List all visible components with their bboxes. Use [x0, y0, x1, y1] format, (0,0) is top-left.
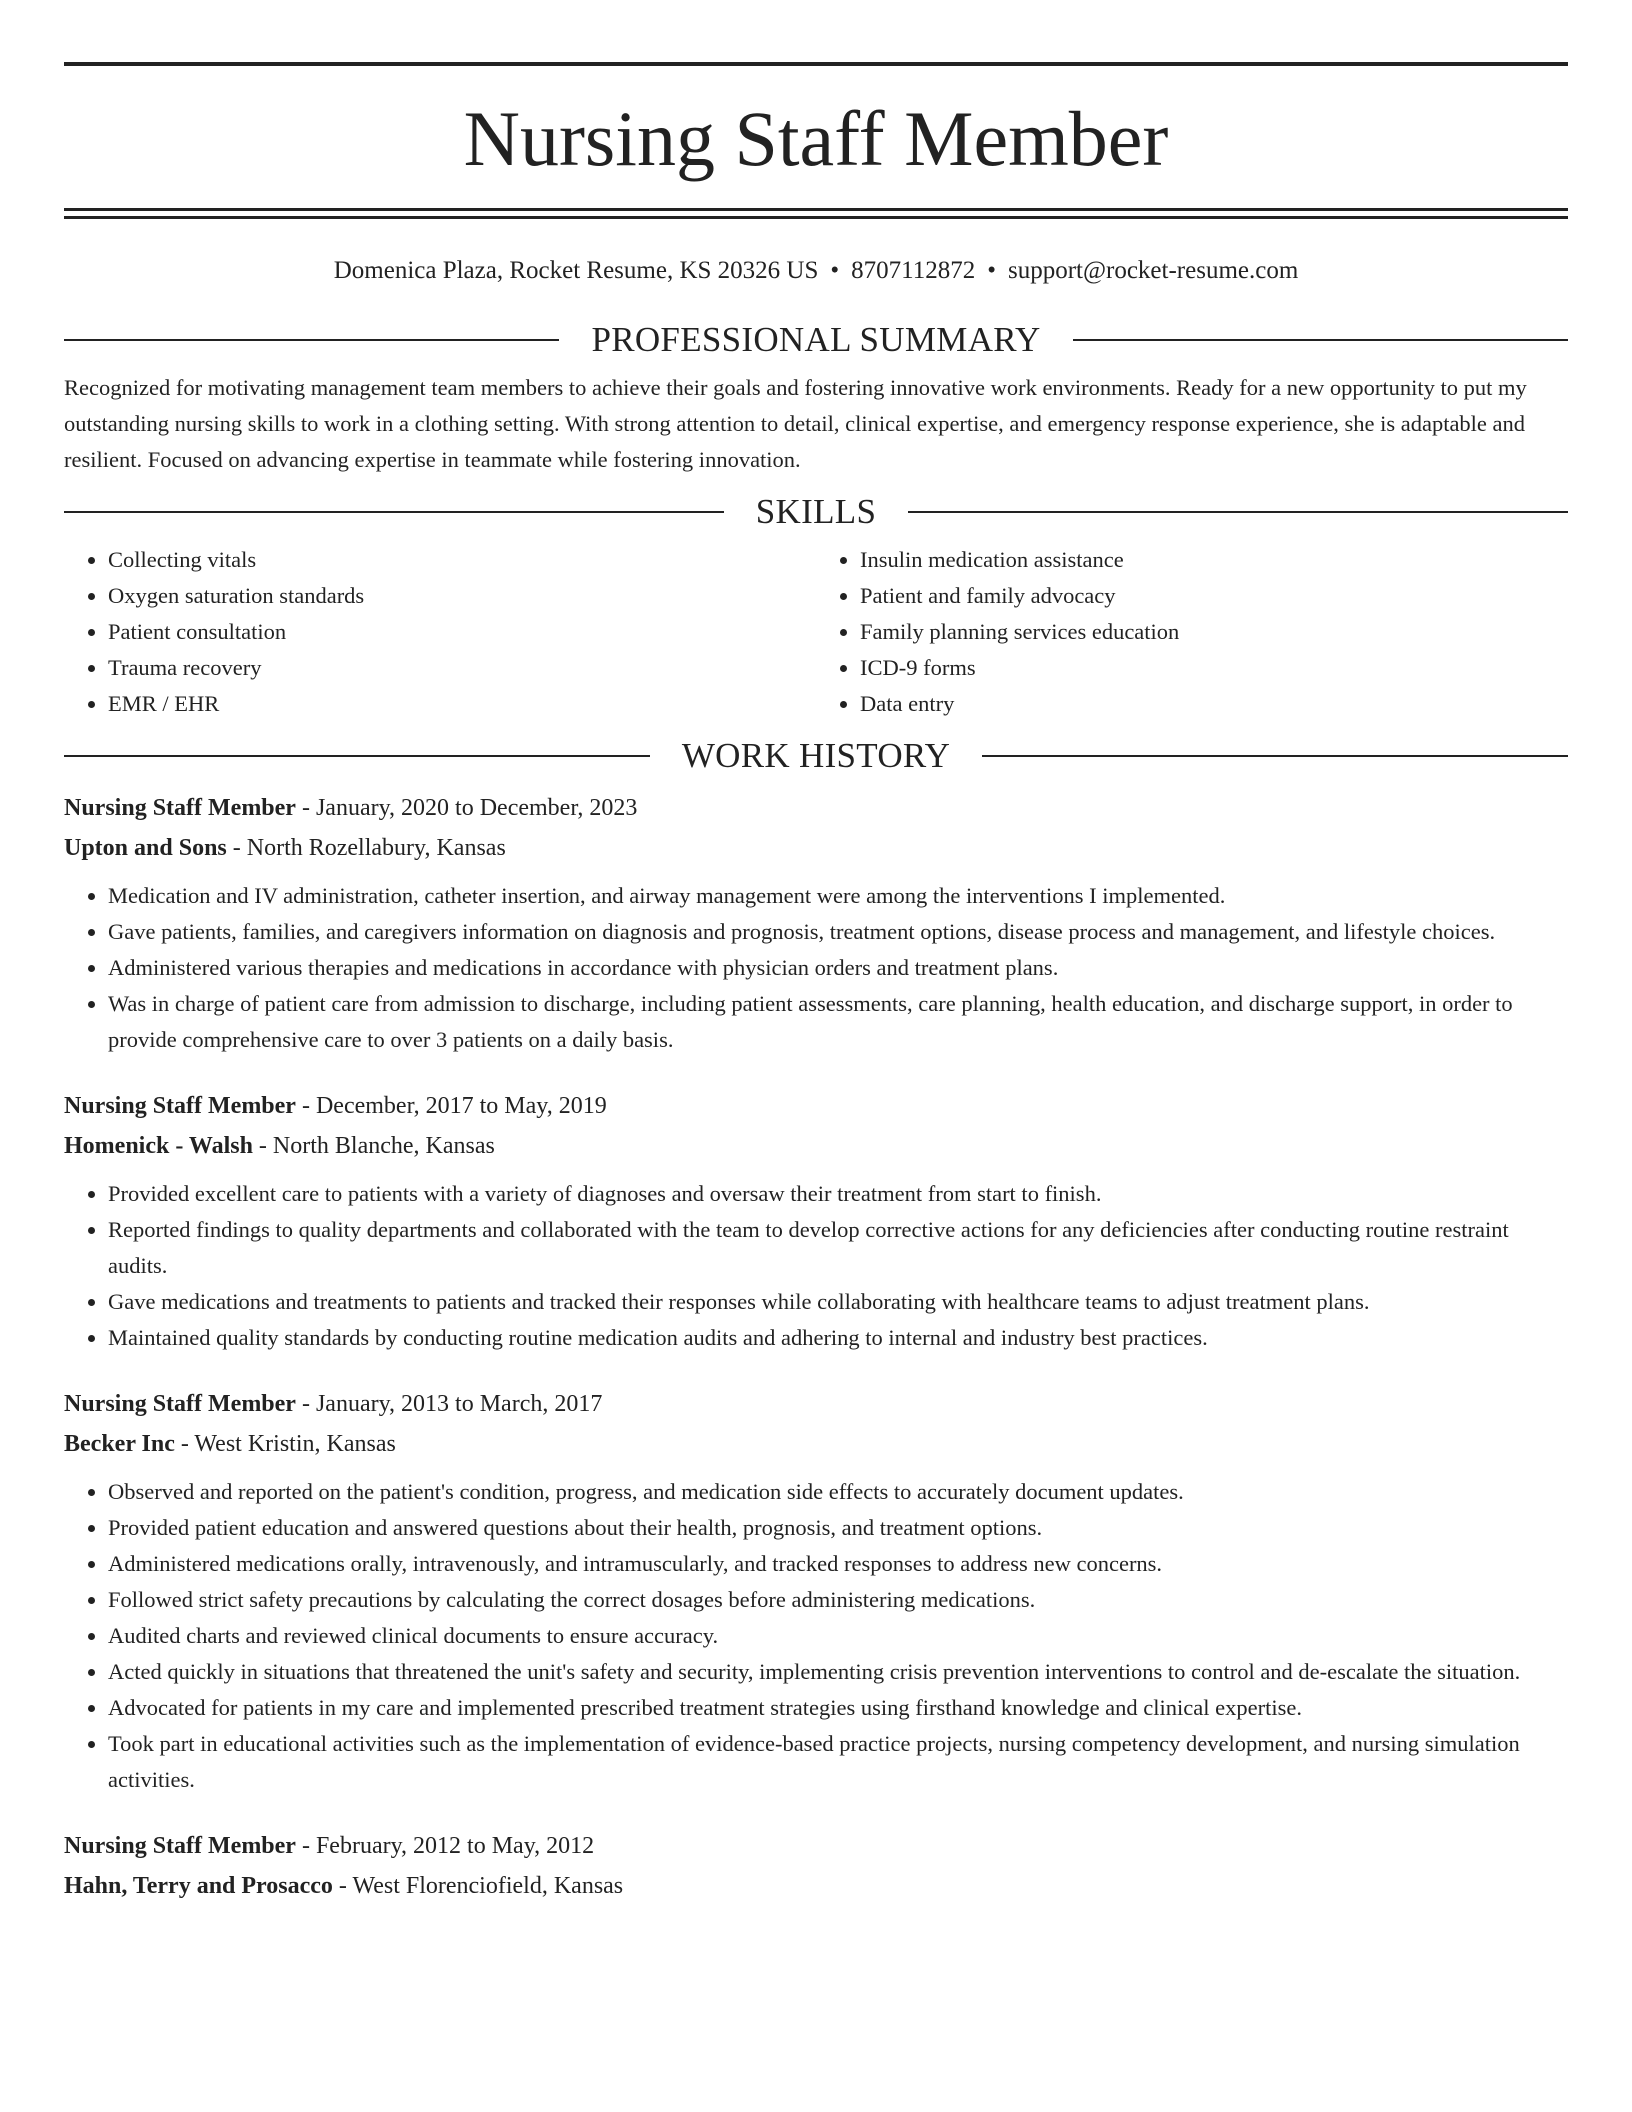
- work-history: [64, 788, 1568, 1906]
- job-company: Upton and Sons: [64, 835, 227, 861]
- divider-line: [64, 511, 724, 513]
- job-bullet: • Followed strict safety precautions by calculating the correct dosages before administering medications.: [108, 1582, 1568, 1618]
- contact-line: [64, 256, 1568, 286]
- skill-item: • Collecting vitals: [108, 542, 816, 578]
- job-location: - West Kristin, Kansas: [174, 1431, 396, 1457]
- contact-phone: 8707112872: [851, 257, 976, 284]
- contact-email: support@rocket-resume.com: [1007, 257, 1299, 284]
- job-title-line: [64, 1384, 1568, 1424]
- skill-item: • Insulin medication assistance: [860, 542, 1568, 578]
- job-bullets: [64, 1474, 1568, 1798]
- resume-name: Nursing Staff Member: [463, 95, 1169, 182]
- job-title: Nursing Staff Member: [64, 1093, 296, 1119]
- divider-line: [908, 511, 1568, 513]
- job-bullets: [64, 1176, 1568, 1356]
- skills-section-header: [64, 492, 1568, 532]
- job-company: Homenick - Walsh: [64, 1133, 253, 1159]
- job-entry: [64, 1086, 1568, 1356]
- job-company: Becker Inc: [64, 1431, 175, 1457]
- job-entry: [64, 1826, 1568, 1906]
- job-dates: - January, 2013 to March, 2017: [295, 1391, 603, 1417]
- job-bullet: • Audited charts and reviewed clinical documents to ensure accuracy.: [108, 1618, 1568, 1654]
- skill-item: • Oxygen saturation standards: [108, 578, 816, 614]
- skills-column-left: [64, 542, 816, 722]
- job-company-line: [64, 828, 1568, 868]
- job-title: Nursing Staff Member: [64, 1833, 296, 1859]
- skill-item: • Patient and family advocacy: [860, 578, 1568, 614]
- skills-list: [64, 542, 1568, 722]
- job-company-line: [64, 1424, 1568, 1464]
- job-dates: - February, 2012 to May, 2012: [295, 1833, 595, 1859]
- contact-separator: •: [987, 257, 996, 284]
- divider-line: [64, 339, 559, 341]
- work-heading: WORK HISTORY: [681, 736, 951, 775]
- job-location: - West Florenciofield, Kansas: [332, 1873, 624, 1899]
- job-company: Hahn, Terry and Prosacco: [64, 1873, 333, 1899]
- contact-address: Domenica Plaza, Rocket Resume, KS 20326 US: [333, 257, 819, 284]
- summary-section-header: [64, 320, 1568, 360]
- job-bullet: • Provided patient education and answered questions about their health, prognosis, and treatment options.: [108, 1510, 1568, 1546]
- divider-line: [64, 755, 650, 757]
- skill-item: • Data entry: [860, 686, 1568, 722]
- skills-heading: SKILLS: [755, 492, 877, 531]
- divider-line: [982, 755, 1568, 757]
- job-title: Nursing Staff Member: [64, 1391, 296, 1417]
- skill-item: • EMR / EHR: [108, 686, 816, 722]
- job-bullet: • Administered medications orally, intravenously, and intramuscularly, and tracked responses to address new concerns.: [108, 1546, 1568, 1582]
- job-title-line: [64, 1826, 1568, 1866]
- job-bullet: • Medication and IV administration, catheter insertion, and airway management were among the interventions I implemented.: [108, 878, 1568, 914]
- job-bullet: • Gave medications and treatments to patients and tracked their responses while collaborating with healthcare teams to adjust treatment plans.: [108, 1284, 1568, 1320]
- job-bullet: • Was in charge of patient care from admission to discharge, including patient assessments, care planning, health education, and discharge support, in order to provide comprehensive care to over 3 patients on a daily basis.: [108, 986, 1568, 1058]
- divider-line: [1073, 339, 1568, 341]
- job-location: - North Rozellabury, Kansas: [226, 835, 506, 861]
- job-entry: [64, 788, 1568, 1058]
- skill-item: • Family planning services education: [860, 614, 1568, 650]
- skill-item: • Trauma recovery: [108, 650, 816, 686]
- contact-separator: •: [830, 257, 840, 284]
- skill-item: • ICD-9 forms: [860, 650, 1568, 686]
- job-title-line: [64, 1086, 1568, 1126]
- summary-text: Recognized for motivating management team members to achieve their goals and fostering innovative work environments. Ready for a new opportunity to put my outstanding nursing skills to work in a clothing setting. With strong attention to detail, clinical expertise, and emergency response experience, she is adaptable and resilient. Focused on advancing expertise in teammate while fostering innovation.: [64, 375, 1527, 472]
- work-section-header: [64, 736, 1568, 776]
- job-entry: [64, 1384, 1568, 1798]
- job-dates: - January, 2020 to December, 2023: [295, 795, 638, 821]
- job-title-line: [64, 788, 1568, 828]
- job-company-line: [64, 1866, 1568, 1906]
- job-bullet: • Acted quickly in situations that threatened the unit's safety and security, implementing crisis prevention interventions to control and de-escalate the situation.: [108, 1654, 1568, 1690]
- job-title: Nursing Staff Member: [64, 795, 296, 821]
- job-company-line: [64, 1126, 1568, 1166]
- skills-column-right: [816, 542, 1568, 722]
- job-location: - North Blanche, Kansas: [252, 1133, 495, 1159]
- skill-item: • Patient consultation: [108, 614, 816, 650]
- job-dates: - December, 2017 to May, 2019: [295, 1093, 607, 1119]
- job-bullet: • Reported findings to quality departments and collaborated with the team to develop corrective actions for any deficiencies after conducting routine restraint audits.: [108, 1212, 1568, 1284]
- job-bullet: • Took part in educational activities such as the implementation of evidence-based practice projects, nursing competency development, and nursing simulation activities.: [108, 1726, 1568, 1798]
- job-bullet: • Maintained quality standards by conducting routine medication audits and adhering to internal and industry best practices.: [108, 1320, 1568, 1356]
- resume-page: [64, 62, 1568, 1934]
- job-bullet: • Observed and reported on the patient's condition, progress, and medication side effects to accurately document updates.: [108, 1474, 1568, 1510]
- top-rule: [64, 62, 1568, 66]
- job-bullets: [64, 878, 1568, 1058]
- job-bullet: • Advocated for patients in my care and implemented prescribed treatment strategies using firsthand knowledge and clinical expertise.: [108, 1690, 1568, 1726]
- summary-heading: PROFESSIONAL SUMMARY: [591, 320, 1041, 359]
- job-bullet: • Administered various therapies and medications in accordance with physician orders and treatment plans.: [108, 950, 1568, 986]
- job-bullet: • Provided excellent care to patients with a variety of diagnoses and oversaw their treatment from start to finish.: [108, 1176, 1568, 1212]
- double-rule: [64, 208, 1568, 219]
- job-bullet: • Gave patients, families, and caregivers information on diagnosis and prognosis, treatment options, disease process and management, and lifestyle choices.: [108, 914, 1568, 950]
